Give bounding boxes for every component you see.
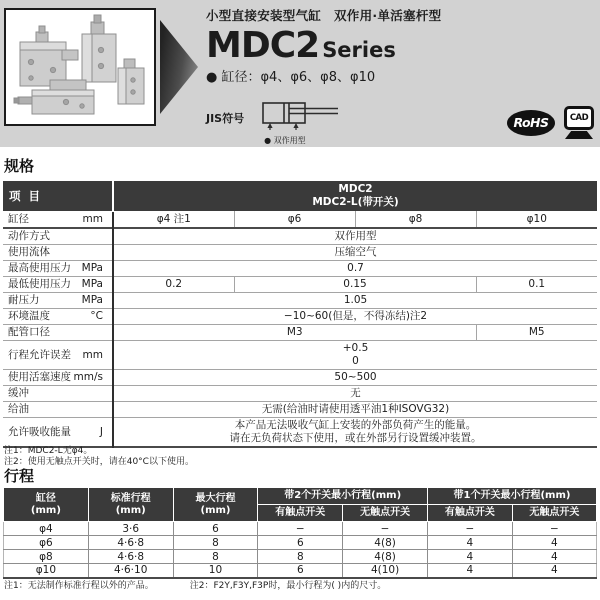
stroke-col-standard-stroke: 标准行程 (mm) <box>88 488 173 522</box>
spec-row-label: 环境温度 °C <box>3 309 113 325</box>
spec-row <box>3 386 597 402</box>
stroke-cell: φ8 <box>4 550 89 564</box>
stroke-notes <box>4 581 386 592</box>
stroke-row <box>4 564 597 578</box>
spec-row-label: 允许吸收能量 J <box>3 418 113 448</box>
stroke-cell: 4·6·10 <box>88 564 173 578</box>
spec-row-label: 配管口径 <box>3 325 113 341</box>
spec-row-label: 使用活塞速度 mm/s <box>3 370 113 386</box>
jis-pneumatic-symbol <box>256 101 342 131</box>
spec-row-label: 使用流体 <box>3 245 113 261</box>
stroke-cell: 4 <box>427 564 512 578</box>
spec-row-unit: mm <box>82 348 103 361</box>
spec-value-cell: φ6 <box>234 212 355 229</box>
title-block <box>206 6 506 85</box>
spec-row-label: 行程允许误差 mm <box>3 341 113 370</box>
stroke-cell: − <box>427 522 512 536</box>
spec-row <box>3 277 597 293</box>
series-suffix: Series <box>322 38 396 62</box>
rohs-label: RoHS <box>513 115 549 130</box>
certification-badges <box>507 106 594 139</box>
product-subtitle: 小型直接安装型气缸 双作用·单活塞杆型 <box>206 8 442 23</box>
series-name: MDC2 <box>206 25 320 66</box>
stroke-cell: 6 <box>258 536 343 550</box>
cad-monitor-base <box>565 131 593 139</box>
spec-row-unit: MPa <box>81 278 103 290</box>
spec-model-header: MDC2 MDC2-L(带开关) <box>113 181 597 212</box>
spec-row <box>3 228 597 245</box>
spec-row-unit: °C <box>90 310 103 322</box>
stroke-row <box>4 522 597 536</box>
stroke-subheader: 无触点开关 <box>512 505 596 522</box>
spec-row-label: 耐压力 MPa <box>3 293 113 309</box>
spec-value-cell: 0.15 <box>234 277 476 293</box>
spec-value-cell: 50~500 <box>334 371 377 383</box>
stroke-cell: 4 <box>512 564 596 578</box>
spec-row <box>3 245 597 261</box>
spec-value-cell: 0.2 <box>113 277 234 293</box>
spec-value-cell: 无 <box>350 387 361 399</box>
stroke-cell: 4·6·8 <box>88 536 173 550</box>
spec-row-unit: J <box>99 425 103 438</box>
spec-note: 注2：使用无触点开关时，请在40°C以下使用。 <box>4 457 194 467</box>
spec-row-unit: mm/s <box>73 371 103 383</box>
spec-row-label: 缓冲 <box>3 386 113 402</box>
stroke-subheader: 有触点开关 <box>427 505 512 522</box>
stroke-cell: − <box>258 522 343 536</box>
stroke-cell: 8 <box>258 550 343 564</box>
series-title <box>206 25 506 66</box>
stroke-cell: 4 <box>427 536 512 550</box>
stroke-col-bore: 缸径 (mm) <box>4 488 89 522</box>
stroke-cell: φ6 <box>4 536 89 550</box>
cad-download-icon <box>564 106 594 139</box>
stroke-cell: 10 <box>173 564 258 578</box>
stroke-subheader: 无触点开关 <box>343 505 428 522</box>
spec-row <box>3 341 597 370</box>
stroke-note: 注1：无法制作标准行程以外的产品。 <box>4 581 154 591</box>
stroke-cell: − <box>512 522 596 536</box>
spec-header-row <box>3 181 597 212</box>
spec-row-unit: MPa <box>81 262 103 274</box>
stroke-group-one-switch: 带1个开关最小行程(mm) <box>427 488 596 505</box>
spec-row-label: 最低使用压力 MPa <box>3 277 113 293</box>
stroke-heading: 行程 <box>4 467 35 485</box>
stroke-cell: 4 <box>427 550 512 564</box>
spec-note: 注1：MDC2-L无φ4。 <box>4 446 93 456</box>
spec-row <box>3 212 597 229</box>
product-photo-illustration <box>6 10 154 124</box>
spec-value-cell: φ10 <box>526 213 547 225</box>
stroke-cell: 3·6 <box>88 522 173 536</box>
stroke-cell: 6 <box>258 564 343 578</box>
triangle-arrow-icon <box>160 20 198 114</box>
stroke-cell: − <box>343 522 428 536</box>
rohs-badge-icon <box>507 110 555 136</box>
spec-row <box>3 370 597 386</box>
spec-row <box>3 402 597 418</box>
spec-table <box>3 181 597 448</box>
spec-value-cell: +0.5 0 <box>342 342 369 367</box>
stroke-note: 注2：F2Y,F3Y,F3P时，最小行程为( )内的尺寸。 <box>189 581 387 591</box>
stroke-cell: 6 <box>173 522 258 536</box>
stroke-row <box>4 550 597 564</box>
stroke-group-two-switches: 带2个开关最小行程(mm) <box>258 488 428 505</box>
spec-value-cell: 0.1 <box>528 278 546 290</box>
spec-row-unit: mm <box>82 213 103 225</box>
spec-value-cell: 压缩空气 <box>334 246 377 258</box>
stroke-header-row <box>4 488 597 505</box>
jis-symbol-caption: ● 双作用型 <box>264 136 306 145</box>
spec-value-cell: 1.05 <box>343 294 368 306</box>
product-photo <box>4 8 156 126</box>
stroke-cell: 4 <box>512 550 596 564</box>
spec-value-cell: 双作用型 <box>334 230 377 242</box>
jis-symbol-row <box>206 101 342 146</box>
stroke-cell: 4 <box>512 536 596 550</box>
spec-value-cell: 0.7 <box>347 262 364 274</box>
stroke-col-max-stroke: 最大行程 (mm) <box>173 488 258 522</box>
spec-row-label: 给油 <box>3 402 113 418</box>
stroke-cell: 8 <box>173 536 258 550</box>
cad-monitor-icon <box>564 106 594 130</box>
stroke-table <box>3 487 597 579</box>
product-banner <box>0 0 600 147</box>
spec-row <box>3 325 597 341</box>
stroke-cell: 8 <box>173 550 258 564</box>
cad-label: CAD <box>569 113 589 123</box>
stroke-cell: φ4 <box>4 522 89 536</box>
spec-value-cell: φ4 注1 <box>113 212 234 229</box>
stroke-cell: 4·6·8 <box>88 550 173 564</box>
spec-row-label: 动作方式 <box>3 228 113 245</box>
jis-symbol-label: JIS符号 <box>206 112 245 125</box>
spec-value-cell: −10~60(但是，不得冻结)注2 <box>283 310 428 322</box>
spec-value-cell: M3 <box>113 325 476 341</box>
spec-value-cell: 无需(给油时请使用透平油1种ISOVG32) <box>261 403 450 415</box>
spec-heading: 规格 <box>4 157 35 175</box>
spec-value-cell: φ8 <box>355 212 476 229</box>
spec-row-label: 缸径 mm <box>3 212 113 229</box>
spec-row <box>3 309 597 325</box>
bore-sizes: ● 缸径：φ4、φ6、φ8、φ10 <box>206 70 376 85</box>
spec-row <box>3 418 597 448</box>
spec-row <box>3 261 597 277</box>
stroke-cell: 4(8) <box>343 550 428 564</box>
stroke-cell: 4(10) <box>343 564 428 578</box>
spec-row <box>3 293 597 309</box>
stroke-cell: φ10 <box>4 564 89 578</box>
spec-row-label: 最高使用压力 MPa <box>3 261 113 277</box>
spec-item-header: 项 目 <box>3 181 113 212</box>
spec-value-cell: M5 <box>528 326 545 338</box>
stroke-cell: 4(8) <box>343 536 428 550</box>
spec-row-unit: MPa <box>81 294 103 306</box>
stroke-subheader: 有触点开关 <box>258 505 343 522</box>
spec-value-cell: 本产品无法吸收气缸上安装的外部负荷产生的能量。 请在无负荷状态下使用，或在外部另行设置缓冲装置。 <box>229 419 482 444</box>
stroke-row <box>4 536 597 550</box>
